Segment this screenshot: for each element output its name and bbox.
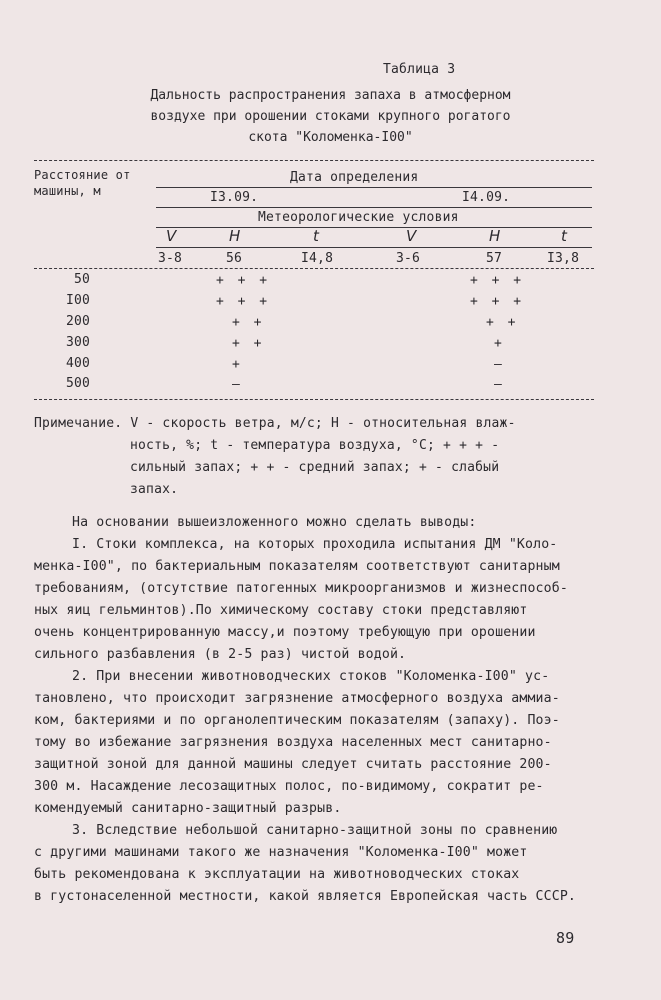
odor-cell-date-2: + + bbox=[486, 315, 519, 330]
body-line: быть рекомендована к эксплуатации на животноводческих стоках bbox=[34, 867, 520, 882]
odor-cell-date-1: + + + bbox=[216, 294, 271, 309]
param-value-t-2: I3,8 bbox=[547, 251, 580, 266]
body-line: тому во избежание загрязнения воздуха населенных мест санитарно- bbox=[34, 735, 552, 750]
date-header: Дата определения bbox=[290, 170, 419, 185]
param-label-h-1: H bbox=[229, 227, 241, 245]
distance-cell: 50 bbox=[74, 272, 91, 287]
body-line: защитной зоной для данной машины следует считать расстояние 200- bbox=[34, 757, 552, 772]
body-line: в густонаселенной местности, какой является Европейская часть СССР. bbox=[34, 889, 576, 904]
odor-cell-date-1: – bbox=[232, 377, 243, 392]
param-value-h-1: 56 bbox=[226, 251, 243, 266]
dates-rule bbox=[156, 207, 592, 208]
date-2: I4.09. bbox=[462, 190, 511, 205]
odor-cell-date-1: + + bbox=[232, 336, 265, 351]
odor-cell-date-2: + + + bbox=[470, 273, 525, 288]
body-line: комендуемый санитарно-защитный разрыв. bbox=[34, 801, 342, 816]
param-labels-rule bbox=[156, 247, 592, 248]
distance-cell: 200 bbox=[66, 314, 91, 329]
table-header-bottom-rule bbox=[34, 268, 594, 269]
note-line-3: сильный запах; + + - средний запах; + - слабый bbox=[130, 460, 500, 475]
body-line: с другими машинами такого же назначения "Коломенка-I00" может bbox=[34, 845, 528, 860]
param-value-t-1: I4,8 bbox=[301, 251, 334, 266]
body-line: 3. Вследствие небольшой санитарно-защитной зоны по сравнению bbox=[72, 823, 558, 838]
note-line-4: запах. bbox=[130, 482, 179, 497]
distance-cell: 400 bbox=[66, 356, 91, 371]
table-bottom-rule bbox=[34, 399, 594, 400]
note-line-1: Примечание. V - скорость ветра, м/с; H - относительная влаж- bbox=[34, 416, 516, 431]
row-header-line-2: машины, м bbox=[34, 184, 101, 198]
table-title-line-2: воздухе при орошении стоками крупного рогатого bbox=[150, 109, 511, 124]
conditions-header: Метеорологические условия bbox=[258, 210, 459, 225]
table-title-line-1: Дальность распространения запаха в атмосферном bbox=[150, 88, 511, 103]
odor-cell-date-1: + + bbox=[232, 315, 265, 330]
date-1: I3.09. bbox=[210, 190, 259, 205]
param-value-h-2: 57 bbox=[486, 251, 503, 266]
param-value-v-2: 3-6 bbox=[396, 251, 421, 266]
body-line: менка-I00", по бактериальным показателям соответствуют санитарным bbox=[34, 559, 560, 574]
date-header-rule bbox=[156, 187, 592, 188]
param-value-v-1: 3-8 bbox=[158, 251, 183, 266]
odor-cell-date-2: – bbox=[494, 357, 505, 372]
body-line: 2. При внесении животноводческих стоков "Коломенка-I00" ус- bbox=[72, 669, 550, 684]
param-label-v-2: V bbox=[406, 227, 417, 245]
param-label-v-1: V bbox=[166, 227, 177, 245]
table-number: Таблица 3 bbox=[383, 62, 456, 77]
odor-cell-date-1: + bbox=[232, 357, 243, 372]
param-label-h-2: H bbox=[489, 227, 501, 245]
odor-cell-date-2: – bbox=[494, 377, 505, 392]
body-line: очень концентрированную массу,и поэтому требующую при орошении bbox=[34, 625, 536, 640]
body-line: сильного разбавления (в 2-5 раз) чистой водой. bbox=[34, 647, 407, 662]
odor-cell-date-2: + bbox=[494, 336, 505, 351]
table-title-line-3: скота "Коломенка-I00" bbox=[248, 130, 413, 145]
body-line: тановлено, что происходит загрязнение атмосферного воздуха аммиа- bbox=[34, 691, 560, 706]
page-number: 89 bbox=[556, 929, 575, 947]
body-line: требованиям, (отсутствие патогенных микроорганизмов и жизнеспособ- bbox=[34, 581, 568, 596]
row-header-line-1: Расстояние от bbox=[34, 168, 131, 182]
note-line-2: ность, %; t - температура воздуха, °С; + + + - bbox=[130, 438, 500, 453]
body-line: ком, бактериями и по органолептическим показателям (запаху). Поэ- bbox=[34, 713, 560, 728]
body-line: 300 м. Насаждение лесозащитных полос, по-видимому, сократит ре- bbox=[34, 779, 544, 794]
param-label-t-1: t bbox=[313, 227, 319, 245]
body-line: На основании вышеизложенного можно сделать выводы: bbox=[72, 515, 477, 530]
table-top-rule bbox=[34, 160, 594, 161]
odor-cell-date-2: + + + bbox=[470, 294, 525, 309]
distance-cell: 500 bbox=[66, 376, 91, 391]
body-line: ных яиц гельминтов).По химическому составу стоки представляют bbox=[34, 603, 528, 618]
distance-cell: 300 bbox=[66, 335, 91, 350]
distance-cell: I00 bbox=[66, 293, 91, 308]
body-line: I. Стоки комплекса, на которых проходила испытания ДМ "Коло- bbox=[72, 537, 558, 552]
odor-cell-date-1: + + + bbox=[216, 273, 271, 288]
conditions-rule bbox=[156, 227, 592, 228]
param-label-t-2: t bbox=[561, 227, 567, 245]
